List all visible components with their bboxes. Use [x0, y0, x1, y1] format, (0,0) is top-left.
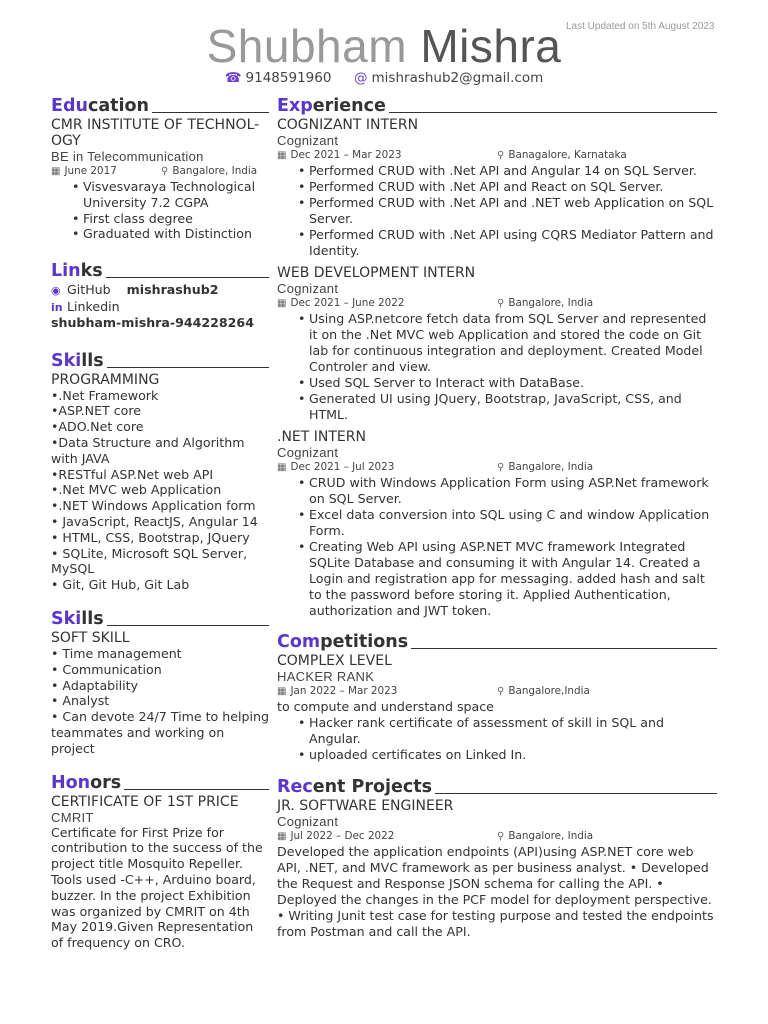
honors-text: Certificate for First Prize for contribution to the success of the project title Mosquito Repeller. Tools used -C++, Arduino board, buzzer. In the project Exhibition was organized by CMRIT on 4th May 2019.Given Representation of frequency on CRO.: [51, 824, 263, 951]
linkedin-link[interactable]: in Linkedin: [51, 298, 120, 314]
honors-org: CMRIT: [51, 809, 94, 825]
list-item: • Performed CRUD with .Net API and .NET web Application on SQL Server.: [277, 195, 717, 227]
list-item: •ASP.NET core: [51, 403, 142, 419]
list-item: • Hacker rank certificate of assessment of skill in SQL and Angular.: [277, 715, 717, 747]
list-item: • HTML, CSS, Bootstrap, JQuery: [51, 529, 250, 545]
skills-programming-title: PROGRAMMING: [51, 371, 160, 388]
education-meta: ▦ June 2017 ⚲ Bangalore, India: [51, 165, 258, 177]
list-item: • Visvesvaraya Technological University 7.2 CGPA: [51, 179, 269, 211]
list-item: •ADO.Net core: [51, 419, 144, 435]
right-column: [277, 94, 717, 940]
education-heading: Edu cation: [51, 94, 269, 116]
phone-icon: ☎: [224, 70, 242, 86]
job-bullets: [277, 163, 717, 259]
map-pin-icon: ⚲: [497, 686, 505, 697]
job-org: Cognizant: [277, 445, 339, 460]
project-meta: ▦ Jul 2022 – Dec 2022 ⚲ Bangalore, India: [277, 830, 594, 842]
list-item: •Data Structure and Algorithm with JAVA: [51, 435, 245, 466]
last-updated: Last Updated on 5th August 2023: [566, 21, 715, 32]
first-name: Shubham: [206, 20, 408, 72]
job-meta: ▦ Dec 2021 – June 2022 ⚲ Bangalore, India: [277, 297, 594, 309]
job-bullets: [277, 475, 717, 619]
soft-skills-list: [51, 646, 269, 757]
list-item: •RESTful ASP.Net web API: [51, 466, 214, 482]
list-item: • CRUD with Windows Application Form using ASP.Net framework on SQL Server.: [277, 475, 717, 507]
calendar-icon: ▦: [277, 831, 287, 842]
map-pin-icon: ⚲: [497, 831, 505, 842]
list-item: • Performed CRUD with .Net API using CQRS Mediator Pattern and Identity.: [277, 227, 717, 259]
map-pin-icon: ⚲: [497, 150, 505, 161]
competitions-heading: Com petitions: [277, 630, 717, 652]
linkedin-user[interactable]: shubham-mishra-944228264: [51, 315, 254, 331]
links-heading: Lin ks: [51, 259, 269, 281]
projects-heading: Rec ent Projects: [277, 775, 717, 797]
skills-programming-list: [51, 388, 269, 593]
map-pin-icon: ⚲: [161, 166, 169, 177]
list-item: • Generated UI using JQuery, Bootstrap, JavaScript, CSS, and HTML.: [277, 391, 717, 423]
github-link[interactable]: ◉ GitHub mishrashub2: [51, 282, 219, 298]
list-item: • JavaScript, ReactJS, Angular 14: [51, 514, 258, 530]
competition-org: HACKER RANK: [277, 669, 375, 684]
list-item: • Performed CRUD with .Net API and Angular 14 on SQL Server.: [277, 163, 717, 179]
linkedin-icon: in: [51, 300, 63, 314]
job-meta: ▦ Dec 2021 – Mar 2023 ⚲ Banagalore, Karnataka: [277, 149, 627, 161]
job-entry: [277, 117, 717, 259]
job-entry: [277, 429, 717, 619]
page-title: [0, 18, 768, 74]
list-item: • First class degree: [51, 211, 269, 227]
soft-skills-heading: Ski lls: [51, 607, 269, 629]
job-bullets: [277, 311, 717, 423]
left-column: [51, 94, 269, 951]
list-item: • uploaded certificates on Linked In.: [277, 747, 717, 763]
job-title: COGNIZANT INTERN: [277, 117, 419, 133]
project-title: JR. SOFTWARE ENGINEER: [277, 798, 454, 814]
list-item: • Time management: [51, 646, 182, 662]
job-title: .NET INTERN: [277, 429, 366, 445]
job-title: WEB DEVELOPMENT INTERN: [277, 265, 476, 281]
honors-heading: Hon ors: [51, 771, 269, 793]
competition-meta: ▦ Jan 2022 – Mar 2023 ⚲ Bangalore,India: [277, 685, 590, 697]
competition-bullets: [277, 715, 717, 763]
job-entry: [277, 265, 717, 423]
list-item: • Can devote 24/7 Time to helping teammates and working on project: [51, 709, 269, 756]
competition-title: COMPLEX LEVEL: [277, 653, 392, 669]
list-item: • Analyst: [51, 693, 110, 709]
map-pin-icon: ⚲: [497, 298, 505, 309]
list-item: • Adaptability: [51, 677, 139, 693]
calendar-icon: ▦: [277, 686, 287, 697]
list-item: • SQLite, Microsoft SQL Server, MySQL: [51, 545, 248, 577]
phone-number[interactable]: 9148591960: [245, 70, 332, 86]
education-school: CMR INSTITUTE OF TECHNOL- OGY: [51, 117, 260, 149]
calendar-icon: ▦: [277, 298, 287, 309]
calendar-icon: ▦: [277, 462, 287, 473]
list-item: •.Net Framework: [51, 387, 159, 403]
list-item: • Used SQL Server to Interact with DataBase.: [277, 375, 717, 391]
project-org: Cognizant: [277, 814, 339, 829]
list-item: • Graduated with Distinction: [51, 226, 269, 242]
project-text: Developed the application endpoints (API)using ASP.NET core web API, .NET, and MVC framework as per business analyst. • Developed the Request and Response JSON schema for calling the API. • Deployed the changes in the PCF model for deployment perspective. • Writing Junit test case for testing purpose and tested the endpoints from Postman and call the API.: [277, 844, 714, 939]
list-item: • Using ASP.netcore fetch data from SQL Server and represented it on the .Net MVC web Application and stored the code on Git lab for continuous integration and deployment. Created Model Controler and view.: [277, 311, 717, 375]
experience-heading: Exp erience: [277, 94, 717, 116]
list-item: • Creating Web API using ASP.NET MVC framework Integrated SQLite Database and consuming it with Angular 14. Created a Login and registration app for messaging. added hash and salt to the password before storing it. Applied Authentication, authorization and JWT token.: [277, 539, 717, 619]
list-item: • Excel data conversion into SQL using C and window Application Form.: [277, 507, 717, 539]
skills-heading: Ski lls: [51, 349, 269, 371]
calendar-icon: ▦: [277, 150, 287, 161]
education-bullets: [51, 179, 269, 242]
list-item: • Performed CRUD with .Net API and React on SQL Server.: [277, 179, 717, 195]
list-item: •.Net MVC web Application: [51, 482, 222, 498]
job-meta: ▦ Dec 2021 – Jul 2023 ⚲ Bangalore, India: [277, 461, 594, 473]
competition-intro: to compute and understand space: [277, 699, 494, 714]
calendar-icon: ▦: [51, 166, 61, 177]
email-link[interactable]: mishrashub2@gmail.com: [371, 70, 544, 86]
github-icon: ◉: [51, 284, 61, 298]
last-name: Mishra: [420, 20, 562, 72]
list-item: • Git, Git Hub, Git Lab: [51, 577, 190, 593]
job-org: Cognizant: [277, 133, 339, 148]
contact-line: [0, 70, 768, 86]
map-pin-icon: ⚲: [497, 462, 505, 473]
education-degree: BE in Telecommunication: [51, 149, 204, 164]
honors-title: CERTIFICATE OF 1ST PRICE: [51, 793, 239, 810]
soft-skills-title: SOFT SKILL: [51, 630, 130, 647]
list-item: • Communication: [51, 661, 162, 677]
job-org: Cognizant: [277, 281, 339, 296]
list-item: •.NET Windows Application form: [51, 498, 256, 514]
at-sign-icon: @: [354, 70, 368, 86]
